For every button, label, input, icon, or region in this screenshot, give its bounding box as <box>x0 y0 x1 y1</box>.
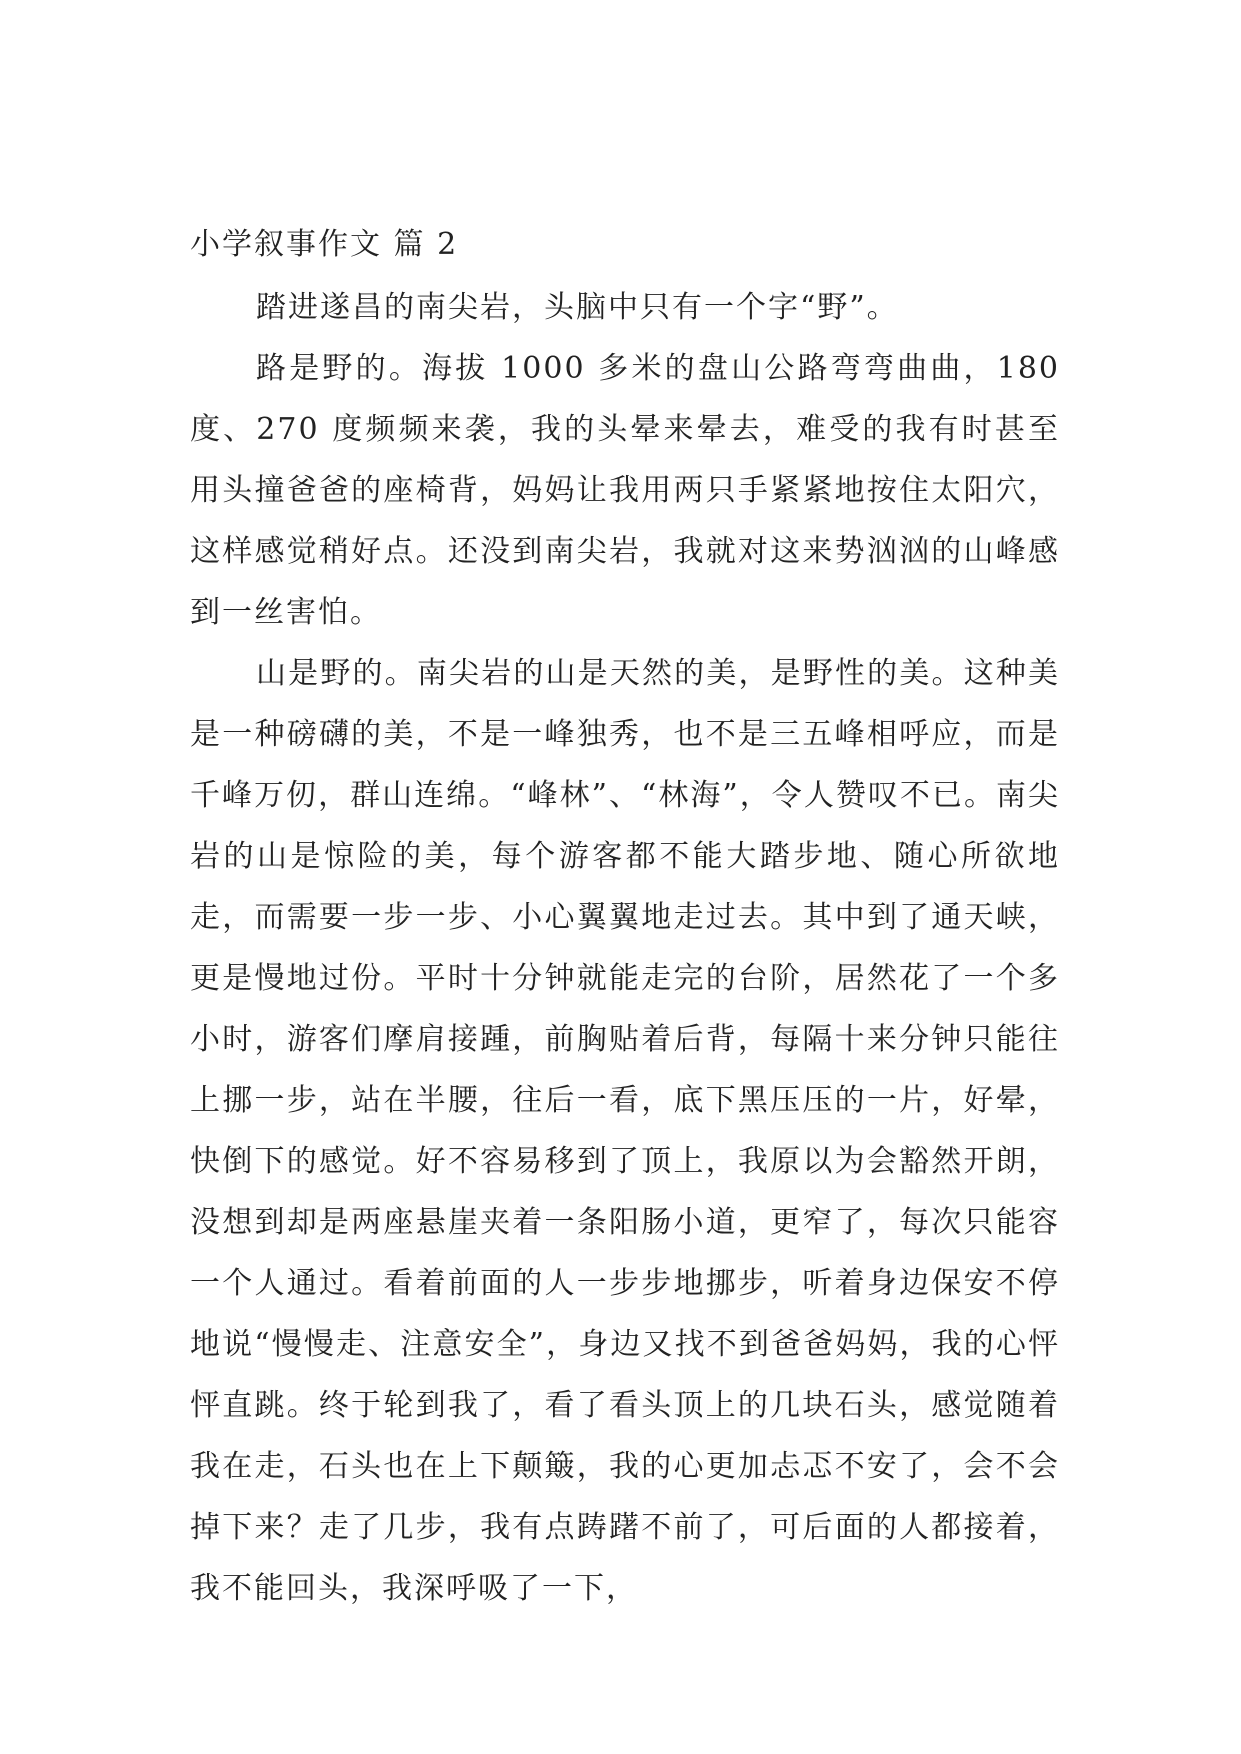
paragraph-3: 山是野的。南尖岩的山是天然的美，是野性的美。这种美是一种磅礴的美，不是一峰独秀，也不是三五峰相呼应，而是千峰万仞，群山连绵。“峰林”、“林海”，令人赞叹不已。南尖岩的山是惊险的美，每个游客都不能大踏步地、随心所欲地走，而需要一步一步、小心翼翼地走过去。其中到了通天峡，更是慢地过份。平时十分钟就能走完的台阶，居然花了一个多小时，游客们摩肩接踵，前胸贴着后背，每隔十来分钟只能往上挪一步，站在半腰，往后一看，底下黑压压的一片，好晕，快倒下的感觉。好不容易移到了顶上，我原以为会豁然开朗，没想到却是两座悬崖夹着一条阳肠小道，更窄了，每次只能容一个人通过。看着前面的人一步步地挪步，听着身边保安不停地说“慢慢走、注意安全”，身边又找不到爸爸妈妈，我的心怦怦直跳。终于轮到我了，看了看头顶上的几块石头，感觉随着我在走，石头也在上下颠簸，我的心更加忐忑不安了，会不会掉下来？走了几步，我有点踌躇不前了，可后面的人都接着，我不能回头，我深呼吸了一下， <box>190 656 1060 1606</box>
document-title: 小学叙事作文 篇 2 <box>190 227 459 262</box>
paragraph-2: 路是野的。海拔 1000 多米的盘山公路弯弯曲曲，180 度、270 度频频来袭，我的头晕来晕去，难受的我有时甚至用头撞爸爸的座椅背，妈妈让我用两只手紧紧地按住太阳穴，这样感觉稍好点。还没到南尖岩，我就对这来势汹汹的山峰感到一丝害怕。 <box>190 351 1060 630</box>
paragraph-1: 踏进遂昌的南尖岩，头脑中只有一个字“野”。 <box>256 290 899 325</box>
document-page <box>190 215 1060 1619</box>
